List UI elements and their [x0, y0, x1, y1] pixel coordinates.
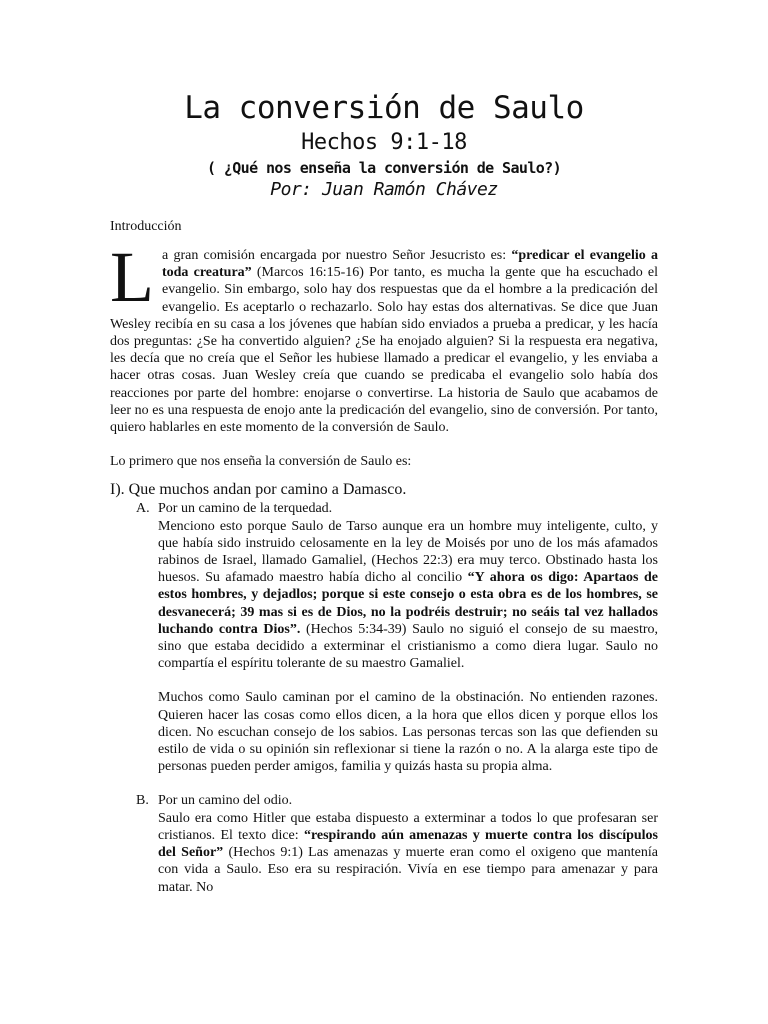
item-quote: “Y ahora os digo: Apartaos de estos hombres, y dejadlos; porque si este consejo o esta obra es de los hombres, se desvanecerá; 39 mas si es de Dios, no la podréis destruir; no seáis tal vez hallados luchando contra Dios”. [158, 570, 659, 637]
item-paragraph [158, 810, 658, 896]
section-heading: I). Que muchos andan por camino a Damasco. [110, 481, 407, 499]
list-item-b [136, 792, 658, 895]
item-text-c: (Hechos 9:1) Las amenazas y muerte eran como el oxigeno que mantenía con vida a Saulo. Eso era su respiración. Vivía en ese tiempo para amenazar y para matar. No [158, 845, 659, 895]
item-text-a: Saulo era como Hitler que estaba dispuesto a exterminar a todos lo que profesaran ser cristianos. El texto dice: [158, 810, 658, 843]
item-paragraph-2: Muchos como Saulo caminan por el camino de la obstinación. No entienden razones. Quieren hacer las cosas como ellos dicen, a la hora que ellos dicen y porque ellos los dicen. No escuchan consejo de los sabios. Las personas tercas son las que defienden su estilo de vida o su opinión sin reflexionar si tiene la razón o no. A la alarga este tipo de personas pueden perder amigos, familia y quizás hasta su propia alma. [158, 690, 658, 775]
item-title: Por un camino de la terquedad. [158, 501, 333, 517]
intro-text-a: a gran comisión encargada por nuestro Señor Jesucristo es: [161, 248, 512, 263]
item-text-c: (Hechos 5:34-39) Saulo no siguió el consejo de su maestro, sino que estaba decidido a exterminar el cristianismo a como diera lugar. Saulo no compartía el espíritu tolerante de su maestro Gamaliel. [158, 621, 658, 672]
lead-in-text: Lo primero que nos enseña la conversión de Saulo es: [110, 454, 412, 470]
drop-cap: L [110, 237, 154, 317]
intro-heading: Introducción [110, 219, 182, 234]
item-paragraph [158, 518, 658, 673]
intro-text-c: (Marcos 16:15-16) Por tanto, es mucha la gente que ha escuchado el evangelio. Sin embargo, solo hay dos respuestas que da el hombre a la predicación del evangelio. Es aceptarlo o rechazarlo. Solo hay estas dos alternativas. Se dice que Juan Wesley recibía en su casa a los jóvenes que habían sido enviados a prueba a predicar, y les hacía dos preguntas: ¿Se ha convertido alguien? ¿Se ha enojado alguien? Si la respuesta era negativa, les decía que no creía que el Señor les hubiese llamado a predicar el evangelio, y les enviaba a hacer otras cosas. Juan Wesley creía que cuando se predicaba el evangelio solo había dos reacciones por parte del hombre: enojarse o convertirse. La historia de Saulo que acabamos de leer no es una respuesta de enojo ante la predicación del evangelio, sino de conversión. Por tanto, quiero hablarles en este momento de la conversión de Saulo. [110, 265, 659, 436]
item-text-a: Menciono esto porque Saulo de Tarso aunque era un hombre muy inteligente, culto, y que había sido instruido celosamente en la ley de Moisés por uno de los más afamados rabinos de Israel, llamado Gamaliel, (Hechos 22:3) era muy terco. Obstinado hasta los huesos. Su afamado maestro había dicho al concilio [158, 518, 658, 586]
intro-paragraph [110, 237, 659, 436]
item-title: Por un camino del odio. [158, 793, 293, 809]
list-item-a [136, 500, 658, 775]
sermon-question: ( ¿Qué nos enseña la conversión de Saulo?) [206, 159, 562, 177]
item-quote: “respirando aún amenazas y muerte contra los discípulos del Señor” [158, 827, 659, 861]
item-letter: A. [136, 501, 150, 517]
author-line: Por: Juan Ramón Chávez [270, 179, 498, 200]
intro-quote: “predicar el evangelio a toda creatura” [161, 248, 658, 281]
scripture-reference: Hechos 9:1-18 [301, 130, 467, 155]
item-letter: B. [136, 793, 149, 809]
page-title: La conversión de Saulo [184, 90, 584, 126]
